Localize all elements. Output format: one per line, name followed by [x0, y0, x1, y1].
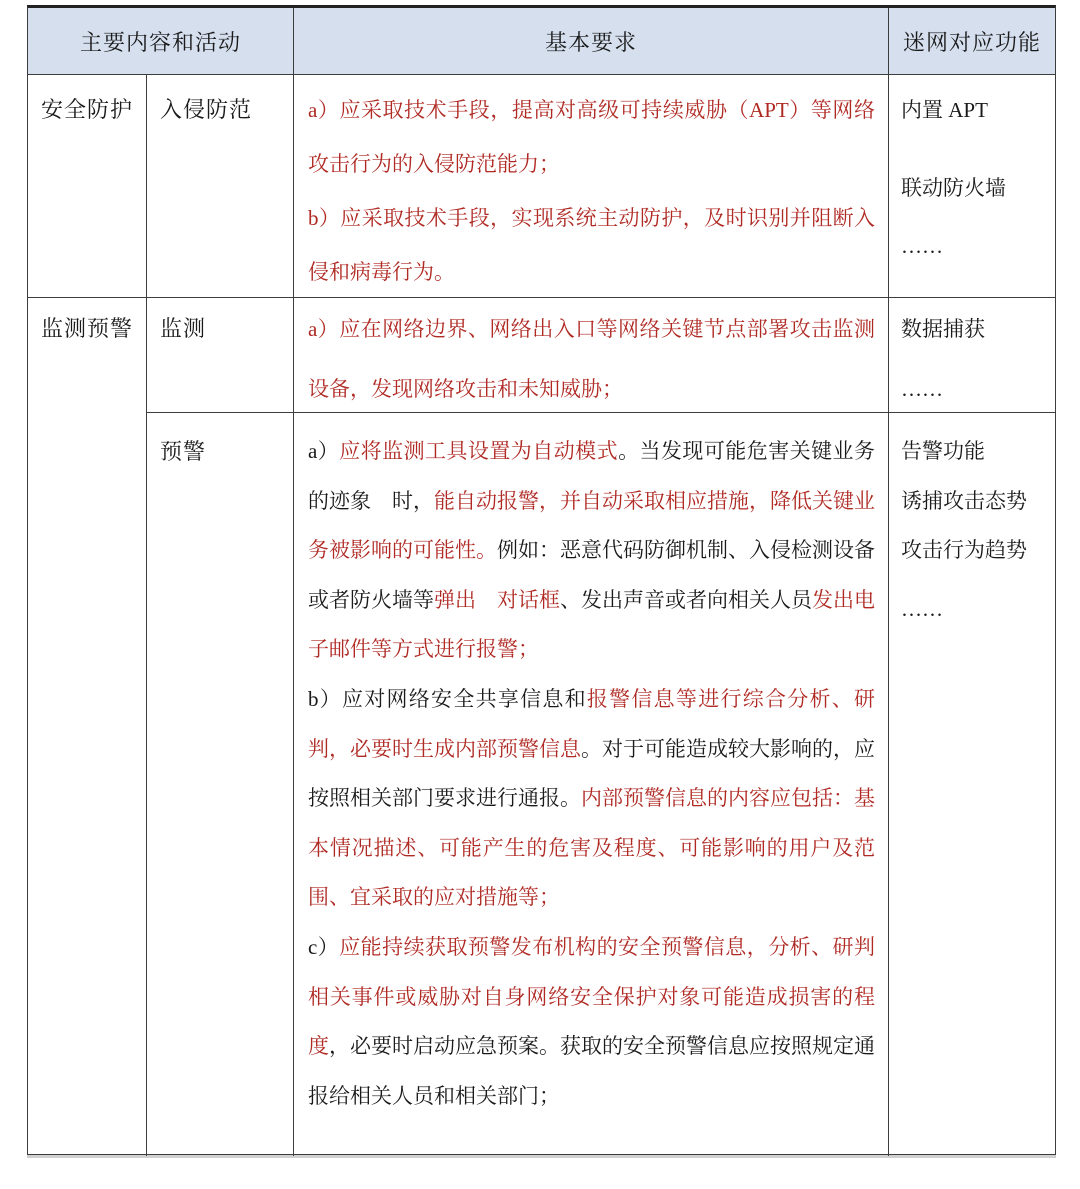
function-item: 联动防火墙	[901, 176, 1006, 200]
function-item: 内置 APT	[901, 98, 988, 122]
requirement-paragraph: c）应能持续获取预警发布机构的安全预警信息，分析、研判相关事件或威胁对自身网络安全保护对象可能造成损害的程度，必要时启动应急预案。获取的安全预警信息应按照规定通报给相关人员和相关部门；	[308, 934, 875, 1108]
requirement-paragraph: a）应采取技术手段，提高对高级可持续威胁（APT）等网络攻击行为的入侵防范能力；	[308, 98, 875, 176]
header-minet-functions: 迷网对应功能	[889, 8, 1055, 75]
requirement-paragraph: b）应对网络安全共享信息和报警信息等进行综合分析、研判，必要时生成内部预警信息。对于可能造成较大影响的，应按照相关部门要求进行通报。内部预警信息的内容应包括：基本情况描述、可能产生的危害及程度、可能影响的用户及范围、宜采取的应对措施等；	[308, 686, 876, 910]
requirements-monitoring	[294, 298, 889, 413]
category-monitoring-warning: 监测预警	[28, 298, 147, 1156]
header-main-content: 主要内容和活动	[28, 8, 294, 75]
functions-intrusion-prevention	[889, 75, 1055, 298]
activity-intrusion-prevention: 入侵防范	[147, 75, 294, 298]
category-security-protection: 安全防护	[28, 75, 147, 298]
functions-monitoring	[889, 298, 1055, 413]
requirement-paragraph: a）应将监测工具设置为自动模式。当发现可能危害关键业务的迹象 时，能自动报警，并自动采取相应措施，降低关键业务被影响的可能性。例如：恶意代码防御机制、入侵检测设备或者防火墙等弹出 对话框、发出声音或者向相关人员发出电子邮件等方式进行报警；	[308, 439, 875, 662]
header-basic-requirements: 基本要求	[294, 8, 889, 75]
requirement-paragraph: a）应在网络边界、网络出入口等网络关键节点部署攻击监测设备，发现网络攻击和未知威胁；	[308, 317, 875, 401]
functions-early-warning	[889, 413, 1055, 1156]
requirement-paragraph: b）应采取技术手段，实现系统主动防护，及时识别并阻断入侵和病毒行为。	[308, 206, 875, 284]
requirements-intrusion-prevention	[294, 75, 889, 298]
requirements-early-warning	[294, 413, 889, 1156]
function-item: ……	[901, 234, 943, 258]
function-item: ……	[901, 377, 943, 401]
activity-monitoring: 监测	[147, 298, 294, 413]
function-item: 告警功能	[901, 439, 985, 463]
function-item: 攻击行为趋势	[901, 538, 1027, 563]
requirements-table	[27, 5, 1056, 1155]
function-item: ……	[901, 596, 943, 621]
activity-early-warning: 预警	[147, 413, 294, 1156]
function-item: 诱捕攻击态势	[901, 488, 1027, 513]
function-item: 数据捕获	[901, 317, 985, 341]
